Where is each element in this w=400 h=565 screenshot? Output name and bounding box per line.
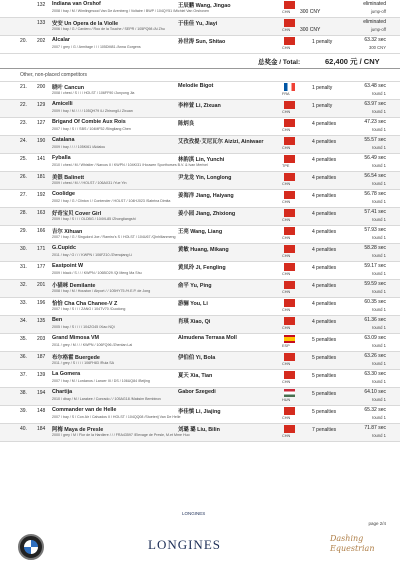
rank-number: 38. bbox=[20, 390, 27, 396]
nation-code: CHN bbox=[282, 416, 291, 420]
result-row bbox=[0, 424, 400, 442]
nation-code: HUN bbox=[282, 398, 291, 402]
flag-chn-icon bbox=[284, 299, 295, 307]
bib-number: 133 bbox=[37, 20, 46, 26]
nation-code: CHN bbox=[282, 236, 291, 240]
horse-name: Fyballa bbox=[52, 155, 71, 161]
rank-number: 23. bbox=[20, 120, 27, 126]
penalties: 5 penalties bbox=[312, 373, 337, 379]
result-round: round 1 bbox=[371, 199, 386, 204]
flag-chn-icon bbox=[284, 425, 295, 433]
penalties: 7 penalties bbox=[312, 427, 337, 433]
rider-name: 王辰鹏 Wang, Jingao bbox=[178, 3, 231, 9]
flag-chn-icon bbox=[284, 173, 295, 181]
horse-name: Brigand Of Combie Aux Rois bbox=[52, 119, 126, 125]
rider-name: 孙世涛 Sun, Shitao bbox=[178, 39, 226, 45]
horse-info: 2005 / bay / S / / / / 104ZG45 /Xiao NQi bbox=[52, 325, 115, 329]
rider-name: 夏天 Xia, Tian bbox=[178, 373, 213, 379]
penalties: 4 penalties bbox=[312, 283, 337, 289]
bib-number: 201 bbox=[37, 282, 46, 288]
rank-number: 30. bbox=[20, 246, 27, 252]
penalties: 5 penalties bbox=[312, 409, 337, 415]
rider-name: Gabor Szegedi bbox=[178, 389, 216, 395]
horse-info: 2011 / grey / M / / / KWPN / 106FQ96 /Zhenlan Lai bbox=[52, 343, 133, 347]
flag-chn-icon bbox=[284, 245, 295, 253]
result-row bbox=[0, 154, 400, 172]
result-round: round 1 bbox=[371, 91, 386, 96]
result-row bbox=[0, 172, 400, 190]
result-row bbox=[0, 136, 400, 154]
rank-number: 24. bbox=[20, 138, 27, 144]
result-row bbox=[0, 388, 400, 406]
result-value: 60.35 sec bbox=[364, 299, 386, 305]
horse-name: Commander van de Helle bbox=[52, 407, 117, 413]
total-label: 总奖金 / Total: bbox=[258, 59, 301, 66]
bib-number: 129 bbox=[37, 102, 46, 108]
flag-chn-icon bbox=[284, 37, 295, 45]
horse-name: 吉尔 Xihuan bbox=[52, 229, 83, 235]
bib-number: 187 bbox=[37, 354, 46, 360]
result-value: 58.28 sec bbox=[364, 245, 386, 251]
result-round: round 1 bbox=[371, 181, 386, 186]
horse-name: Coolidge bbox=[52, 191, 76, 197]
horse-name: La Gomera bbox=[52, 371, 81, 377]
penalties: 5 penalties bbox=[312, 337, 337, 343]
bib-number: 163 bbox=[37, 210, 46, 216]
rider-name: 尹龙龙 Yin, Longlong bbox=[178, 175, 232, 181]
result-round: round 1 bbox=[371, 109, 386, 114]
bib-number: 148 bbox=[37, 408, 46, 414]
flag-chn-icon bbox=[284, 281, 295, 289]
nation-code: CHN bbox=[282, 362, 291, 366]
nation-code: CHN bbox=[282, 200, 291, 204]
penalties: 4 penalties bbox=[312, 121, 337, 127]
rider-name: 于佳佳 Yu, Jiayi bbox=[178, 21, 218, 27]
nation-code: CHN bbox=[282, 182, 291, 186]
rider-name: 艾孜孜提·艾尼瓦尔 Aizizi, Ainiwaer bbox=[178, 139, 264, 145]
result-row bbox=[0, 118, 400, 136]
horse-name: Ben bbox=[52, 317, 63, 323]
result-round: round 1 bbox=[371, 325, 386, 330]
rank-number: 29. bbox=[20, 228, 27, 234]
bmw-logo-icon bbox=[18, 534, 44, 560]
rank-number: 37. bbox=[20, 372, 27, 378]
result-row bbox=[0, 352, 400, 370]
horse-info: 2009 / bay / / / / 105KI61 /Aidalou bbox=[52, 145, 106, 149]
result-round: round 1 bbox=[371, 145, 386, 150]
penalties: 4 penalties bbox=[312, 265, 337, 271]
prize-money: 300 CNY bbox=[300, 9, 321, 15]
result-row bbox=[0, 18, 400, 36]
horse-name: 布尔格霍 Buergede bbox=[52, 355, 100, 361]
nation-code: TPE bbox=[282, 164, 290, 168]
bib-number: 192 bbox=[37, 192, 46, 198]
flag-chn-icon bbox=[284, 209, 295, 217]
result-value: 55.57 sec bbox=[364, 137, 386, 143]
result-row bbox=[0, 334, 400, 352]
result-row bbox=[0, 280, 400, 298]
nation-code: CHN bbox=[282, 28, 291, 32]
result-value: 63.97 sec bbox=[364, 101, 386, 107]
flag-chn-icon bbox=[284, 119, 295, 127]
result-round: round 1 bbox=[371, 289, 386, 294]
horse-info: 2010 / chest / M / Whistler / Narcos II / KWPN / 104KI31 /Houwen Sporthorses B.V. & Ivan Merivel bbox=[52, 163, 208, 167]
horse-name: 晓叶 Cancun bbox=[52, 85, 85, 91]
flag-chn-icon bbox=[284, 101, 295, 109]
bib-number: 203 bbox=[37, 336, 46, 342]
horse-name: Catalana bbox=[52, 137, 75, 143]
nation-code: CHN bbox=[282, 434, 291, 438]
bib-number: 127 bbox=[37, 120, 46, 126]
rider-name: 姜海洋 Jiang, Haiyang bbox=[178, 193, 234, 199]
nation-code: CHN bbox=[282, 10, 291, 14]
rider-name: Melodie Bigot bbox=[178, 83, 214, 89]
penalties: 4 penalties bbox=[312, 319, 337, 325]
horse-name: 小猫咪 Demilante bbox=[52, 283, 96, 289]
result-value: eliminated bbox=[363, 19, 386, 25]
sponsor-footer bbox=[0, 529, 400, 565]
horse-info: 2008 / chest / S / / / HOLST / 106FF90 /Junyong Jia bbox=[52, 91, 135, 95]
rank-number: 27. bbox=[20, 192, 27, 198]
result-row bbox=[0, 208, 400, 226]
rank-number: 34. bbox=[20, 318, 27, 324]
penalties: 4 penalties bbox=[312, 139, 337, 145]
horse-info: 2007 / grey / G / Armitage / / / 105DM81 /Anna Gorgens bbox=[52, 45, 141, 49]
result-row bbox=[0, 370, 400, 388]
horse-info: 2008 / bay / M / Houston / Airport / / 105HY75 /H.E.P. de Jong bbox=[52, 289, 151, 293]
result-row bbox=[0, 36, 400, 54]
horse-name: G.Cupidc bbox=[52, 245, 76, 251]
result-value: 63.32 sec bbox=[364, 37, 386, 43]
result-round: round 1 bbox=[371, 361, 386, 366]
result-round: 300 CNY bbox=[369, 45, 386, 50]
nation-code: CHN bbox=[282, 46, 291, 50]
rider-name: 肖琪 Xiao, Qi bbox=[178, 319, 211, 325]
result-round: round 1 bbox=[371, 433, 386, 438]
horse-name: Alcalar bbox=[52, 37, 70, 43]
result-row bbox=[0, 100, 400, 118]
nation-code: CHN bbox=[282, 128, 291, 132]
horse-info: 2007 / bay / S / / / ZANG / 104TV70 /Cuodong bbox=[52, 307, 126, 311]
rank-number: 33. bbox=[20, 300, 27, 306]
rank-number: 32. bbox=[20, 282, 27, 288]
penalties: 5 penalties bbox=[312, 391, 337, 397]
flag-chn-icon bbox=[284, 19, 295, 27]
result-row bbox=[0, 316, 400, 334]
nation-code: CHN bbox=[282, 326, 291, 330]
nation-code: CHN bbox=[282, 110, 291, 114]
flag-hun-icon bbox=[284, 389, 295, 397]
result-value: 64.10 sec bbox=[364, 389, 386, 395]
bib-number: 200 bbox=[37, 84, 46, 90]
rider-name: 林韵淇 Lin, Yunchi bbox=[178, 157, 225, 163]
rank-number: 26. bbox=[20, 174, 27, 180]
rider-name: 王亮 Wang, Liang bbox=[178, 229, 223, 235]
rider-name: 黄敏 Huang, Mikang bbox=[178, 247, 229, 253]
penalties: 4 penalties bbox=[312, 301, 337, 307]
bib-number: 139 bbox=[37, 372, 46, 378]
flag-chn-icon bbox=[284, 407, 295, 415]
equestrian-logo: Equestrian bbox=[330, 544, 375, 553]
result-row bbox=[0, 82, 400, 100]
result-row bbox=[0, 0, 400, 18]
penalties: 4 penalties bbox=[312, 175, 337, 181]
result-value: 63.09 sec bbox=[364, 335, 386, 341]
rank-number: 39. bbox=[20, 408, 27, 414]
bib-number: 135 bbox=[37, 318, 46, 324]
section-label: Other, non-placed competitors bbox=[20, 72, 87, 78]
rank-number: 36. bbox=[20, 354, 27, 360]
result-value: 71.87 sec bbox=[364, 425, 386, 431]
rider-name: 李梓萱 Li, Zixuan bbox=[178, 103, 221, 109]
horse-name: Chartija bbox=[52, 389, 73, 395]
penalties: 1 penalty bbox=[312, 85, 333, 91]
result-round: round 1 bbox=[371, 379, 386, 384]
horse-info: 2008 / bay / M / Wimlingmood Van De Arenberg / Voltaire / BWP / 104QY51 /Michiel Van Orshoven bbox=[52, 9, 210, 13]
bib-number: 196 bbox=[37, 300, 46, 306]
result-row bbox=[0, 406, 400, 424]
horse-name: 阿梅 Maya de Presle bbox=[52, 427, 104, 433]
rank-number: 28. bbox=[20, 210, 27, 216]
horse-name: Eastpoint W bbox=[52, 263, 84, 269]
rider-name: 姜小园 Jiang, Zhixiong bbox=[178, 211, 236, 217]
result-round: round 1 bbox=[371, 127, 386, 132]
horse-info: 2009 / bay / M / / / / 105QH79 /Li Zhirong/Li Zixuan bbox=[52, 109, 133, 113]
rank-number: 31. bbox=[20, 264, 27, 270]
result-value: 61.36 sec bbox=[364, 317, 386, 323]
result-round: round 1 bbox=[371, 163, 386, 168]
penalties: 4 penalties bbox=[312, 211, 337, 217]
bib-number: 202 bbox=[37, 38, 46, 44]
rank-number: 40. bbox=[20, 426, 27, 432]
flag-chn-icon bbox=[284, 227, 295, 235]
result-round: round 1 bbox=[371, 397, 386, 402]
flag-chn-icon bbox=[284, 263, 295, 271]
horse-info: 2007 / bay / G / Singulord Joe / Ramiro's S / HOLST / 104U67 /Qinhllianmeng bbox=[52, 235, 176, 239]
horse-name: 安安 Un Opera de la Violle bbox=[52, 21, 119, 27]
rider-name: 伊伯伯 Yi, Bola bbox=[178, 355, 216, 361]
nation-code: CHN bbox=[282, 254, 291, 258]
rank-number: 25. bbox=[20, 156, 27, 162]
result-value: 59.59 sec bbox=[364, 281, 386, 287]
result-value: 57.41 sec bbox=[364, 209, 386, 215]
result-round: round 1 bbox=[371, 253, 386, 258]
result-value: 56.54 sec bbox=[364, 173, 386, 179]
result-value: eliminated bbox=[363, 1, 386, 7]
rider-name: 黄凤玲 Ji, Fengling bbox=[178, 265, 226, 271]
bib-number: 190 bbox=[37, 138, 46, 144]
horse-name: 美银 Balinett bbox=[52, 175, 85, 181]
nation-code: CHN bbox=[282, 146, 291, 150]
result-row bbox=[0, 298, 400, 316]
result-row bbox=[0, 262, 400, 280]
flag-chn-icon bbox=[284, 317, 295, 325]
nation-code: FRA bbox=[282, 92, 290, 96]
rank-number: 35. bbox=[20, 336, 27, 342]
penalties: 5 penalties bbox=[312, 355, 337, 361]
horse-info: 2011 / grey / S / / / / 106FH83 /Rula SA bbox=[52, 361, 115, 365]
bib-number: 177 bbox=[37, 264, 46, 270]
rider-name: 李佳慎 Li, Jiajing bbox=[178, 409, 221, 415]
result-value: 59.17 sec bbox=[364, 263, 386, 269]
horse-info: 2010 / dbay / M / Larakee / Conrado / / 105AG18 /Maksim Bembinov bbox=[52, 397, 162, 401]
horse-name: Amicelli bbox=[52, 101, 73, 107]
nation-code: CHN bbox=[282, 218, 291, 222]
dashing-logo: Dashing bbox=[330, 534, 364, 543]
penalties: 4 penalties bbox=[312, 157, 337, 163]
flag-tpe-icon bbox=[284, 155, 295, 163]
result-value: 63.30 sec bbox=[364, 371, 386, 377]
result-value: 56.49 sec bbox=[364, 155, 386, 161]
horse-name: 好奇宝贝 Cover Girl bbox=[52, 211, 102, 217]
rider-name: 游骊 You, Li bbox=[178, 301, 208, 307]
rider-name: 俞平 Yu, Ping bbox=[178, 283, 212, 289]
rider-name: Almudena Terrasa Moll bbox=[178, 335, 237, 341]
horse-info: 2009 / bay / S / / / OLDBG / 104VL85 /Zhongliangshi bbox=[52, 217, 136, 221]
result-value: 47.23 sec bbox=[364, 119, 386, 125]
penalties: 1 penalty bbox=[312, 39, 333, 45]
result-round: round 1 bbox=[371, 235, 386, 240]
horse-info: 2006 / bay / G / Cardero / Roo de la Touche / SEPR / 105PQ98 /Ai Zhu bbox=[52, 27, 165, 31]
horse-name: Indiana van Orshof bbox=[52, 1, 101, 7]
penalties: 4 penalties bbox=[312, 229, 337, 235]
result-round: jump-off bbox=[370, 27, 386, 32]
bib-number: 181 bbox=[37, 174, 46, 180]
penalties: 1 penalty bbox=[312, 103, 333, 109]
penalties: 4 penalties bbox=[312, 247, 337, 253]
total-prize-row bbox=[0, 54, 400, 69]
result-value: 57.93 sec bbox=[364, 227, 386, 233]
page-number: page 2/4 bbox=[368, 521, 386, 526]
result-round: round 1 bbox=[371, 217, 386, 222]
result-round: round 1 bbox=[371, 415, 386, 420]
bib-number: 132 bbox=[37, 2, 46, 8]
horse-info: 2000 / grey / M / Flor de la Hardiere / / / FRA43597 /Elevage de Presle, M.et Mme Huo bbox=[52, 433, 190, 437]
result-round: round 1 bbox=[371, 307, 386, 312]
result-round: round 1 bbox=[371, 343, 386, 348]
bib-number: 166 bbox=[37, 228, 46, 234]
total-amount: 62,400 元 / CNY bbox=[325, 57, 380, 66]
result-value: 65.32 sec bbox=[364, 407, 386, 413]
rank-number: 20. bbox=[20, 38, 27, 44]
flag-esp-icon bbox=[284, 335, 295, 343]
penalties: 4 penalties bbox=[312, 193, 337, 199]
bib-number: 194 bbox=[37, 390, 46, 396]
result-value: 63.48 sec bbox=[364, 83, 386, 89]
longines-logo: LONGINES bbox=[148, 537, 221, 552]
flag-chn-icon bbox=[284, 1, 295, 9]
result-value: 56.78 sec bbox=[364, 191, 386, 197]
flag-chn-icon bbox=[284, 137, 295, 145]
horse-info: 2007 / bay / S / / SBS / 104MF52 /Bingliang Chen bbox=[52, 127, 131, 131]
nation-code: CHN bbox=[282, 272, 291, 276]
horse-info: 2007 / bay / M / Lordanos / Lancer III / DS / 106UQ84 /Beijing bbox=[52, 379, 150, 383]
non-placed-list bbox=[0, 82, 400, 442]
nation-code: ESP bbox=[282, 344, 290, 348]
flag-chn-icon bbox=[284, 353, 295, 361]
flag-chn-icon bbox=[284, 191, 295, 199]
result-round: jump-off bbox=[370, 9, 386, 14]
flag-fra-icon bbox=[284, 83, 295, 91]
horse-info: 2011 / bay / G / / / KWPN / 106FZ10 /Zhenqiang Li bbox=[52, 253, 133, 257]
bib-number: 141 bbox=[37, 156, 46, 162]
nation-code: CHN bbox=[282, 380, 291, 384]
nation-code: CHN bbox=[282, 308, 291, 312]
nation-code: CHN bbox=[282, 290, 291, 294]
section-header bbox=[0, 69, 400, 82]
horse-info: 2009 / chest / M / / HOLST / 106AX31 /Yue Yin bbox=[52, 181, 127, 185]
rank-number: 22. bbox=[20, 102, 27, 108]
horse-name: Grand Mimosa VM bbox=[52, 335, 100, 341]
longines-small-logo: LONGINES bbox=[182, 511, 206, 516]
result-row bbox=[0, 244, 400, 262]
rider-name: 陈炳良 bbox=[178, 121, 195, 127]
rank-number: 21. bbox=[20, 84, 27, 90]
horse-info: 2009 / black / S / / / KWPN / 106BO29 /Qi Meng Ma Shu bbox=[52, 271, 142, 275]
result-row bbox=[0, 190, 400, 208]
horse-name: 恰恰 Cha Cha Chanee-V Z bbox=[52, 301, 118, 307]
horse-info: 2002 / bay / G / Clinton I / Contender / HOLST / 104HJ023 /Sabrina Dimita bbox=[52, 199, 171, 203]
result-value: 63.26 sec bbox=[364, 353, 386, 359]
bib-number: 184 bbox=[37, 426, 46, 432]
horse-info: 2007 / bay / S / Con Air / Calvados II / HOLST / 104QQ08 /Stoeterij Van De Helle bbox=[52, 415, 181, 419]
bib-number: 171 bbox=[37, 246, 46, 252]
result-row bbox=[0, 226, 400, 244]
flag-chn-icon bbox=[284, 371, 295, 379]
prize-money: 300 CNY bbox=[300, 27, 321, 33]
rider-name: 刘璐 璐 Liu, Bilin bbox=[178, 427, 220, 433]
result-round: round 1 bbox=[371, 271, 386, 276]
